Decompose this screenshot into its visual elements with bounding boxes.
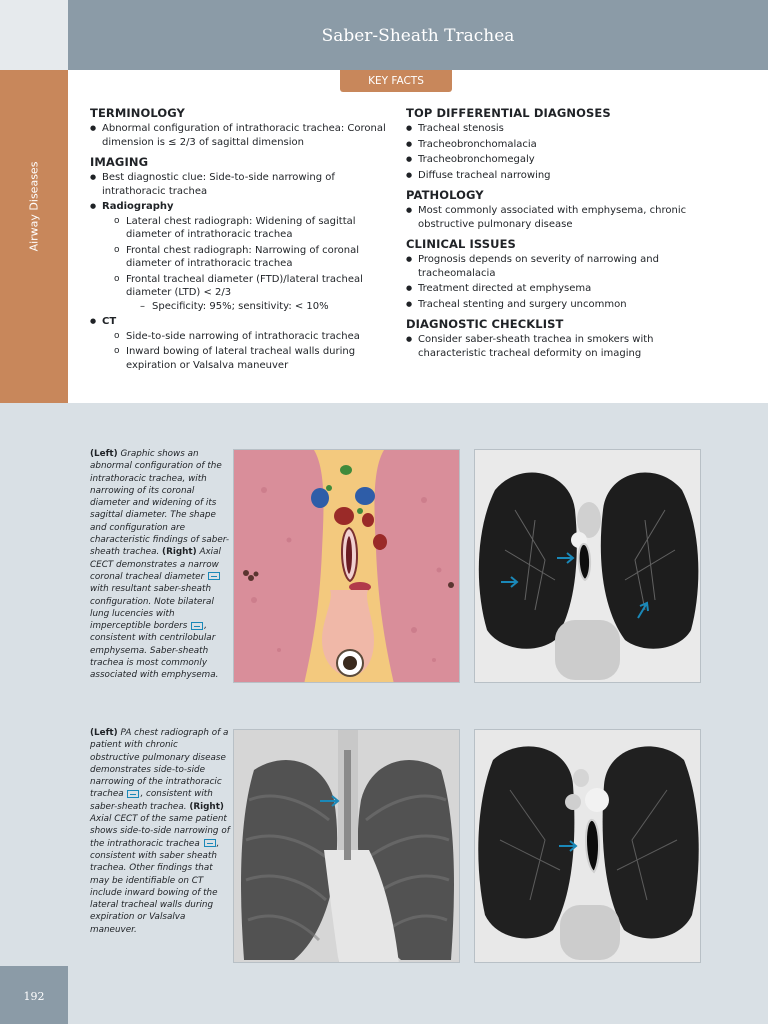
list-item: ● Tracheobronchomegaly [406,153,696,167]
imaging-heading: IMAGING [90,155,149,169]
pathology-heading: PATHOLOGY [406,188,484,202]
key-facts-right-column [406,106,696,362]
corner-block [0,0,68,70]
terminology-heading: TERMINOLOGY [90,106,185,120]
list-item: ● Best diagnostic clue: Side-to-side narrowing of intrathoracic trachea [90,171,390,198]
ct-item [90,315,390,372]
open-arrow-icon [208,572,220,580]
list-item: ● Abnormal configuration of intrathoracic trachea: Coronal dimension is ≤ 2/3 of sagittal dimension [90,122,390,149]
sub-list-item: o Inward bowing of lateral tracheal walls during expiration or Valsalva maneuver [114,345,390,372]
key-facts-panel [68,70,768,403]
chest-radiograph-image [233,729,460,963]
sub-list-item: o Lateral chest radiograph: Widening of sagittal diameter of intrathoracic trachea [114,215,390,242]
list-item: ● Tracheal stenting and surgery uncommon [406,298,696,312]
left-margin-strip [0,403,68,966]
figure-caption-2: (Left) PA chest radiograph of a patient with chronic obstructive pulmonary disease demonstrates side-to-side narrowing of the intrathoracic trachea , consistent with saber-sheath trachea. (Right) Axial CECT of the same patient shows side-to-side narrowing of the intrathoracic trachea , consistent with saber sheath trachea. Other findings that may be identifiable on CT include inward bowing of the lateral tracheal walls during expiration or Valsalva maneuver. [90,728,230,935]
list-item: ● Treatment directed at emphysema [406,282,696,296]
radiography-item [90,200,390,313]
list-item: ● Consider saber-sheath trachea in smokers with characteristic tracheal deformity on imaging [406,333,696,360]
pathology-list [406,204,696,231]
open-arrow-icon [127,790,139,798]
sub-list-item: o Frontal chest radiograph: Narrowing of coronal diameter of intrathoracic trachea [114,244,390,271]
ct-sublist [102,330,390,373]
list-item: ● Tracheobronchomalacia [406,138,696,152]
radiography-label: Radiography [102,201,174,212]
chapter-tab [0,70,68,403]
key-facts-tab: KEY FACTS [340,70,452,92]
sub-list-item: o Side-to-side narrowing of intrathoracic trachea [114,330,390,344]
imaging-list [90,171,390,372]
ct-label: CT [102,316,117,327]
chapter-label: Airway Diseases [27,161,41,252]
figure-caption-1: (Left) Graphic shows an abnormal configuration of the intrathoracic trachea, with narrowing of its coronal diameter and widening of its sagittal diameter. The shape and configuration are characteristic findings of saber-sheath trachea. (Right) Axial CECT demonstrates a narrow coronal tracheal diameter with resultant saber-sheath configuration. Note bilateral lung lucencies with imperceptible borders , consistent with centrilobular emphysema. Saber-sheath trachea is most commonly associated with emphysema. [90,449,230,681]
clinical-heading: CLINICAL ISSUES [406,237,516,251]
axial-ct-image-1 [474,449,701,683]
key-facts-left-column [90,106,390,374]
page-title: Saber-Sheath Trachea [321,26,515,46]
differential-heading: TOP DIFFERENTIAL DIAGNOSES [406,106,611,120]
checklist-list [406,333,696,360]
differential-list [406,122,696,182]
trachea-illustration [233,449,460,683]
open-arrow-icon [204,839,216,847]
list-item: ● Diffuse tracheal narrowing [406,169,696,183]
list-item: ● Prognosis depends on severity of narrowing and tracheomalacia [406,253,696,280]
terminology-list [90,122,390,149]
dash-item: – Specificity: 95%; sensitivity: < 10% [138,300,390,314]
page-number: 192 [23,990,45,1003]
list-item: ● Most commonly associated with emphysema, chronic obstructive pulmonary disease [406,204,696,231]
open-arrow-icon [191,622,203,630]
sub-list-item [114,273,390,314]
page-number-box [0,966,68,1024]
title-bar [68,0,768,70]
checklist-heading: DIAGNOSTIC CHECKLIST [406,317,564,331]
radiography-sublist [102,215,390,314]
list-item: ● Tracheal stenosis [406,122,696,136]
clinical-list [406,253,696,311]
axial-ct-image-2 [474,729,701,963]
sub-list-text: Frontal tracheal diameter (FTD)/lateral tracheal diameter (LTD) < 2/3 [126,273,363,298]
